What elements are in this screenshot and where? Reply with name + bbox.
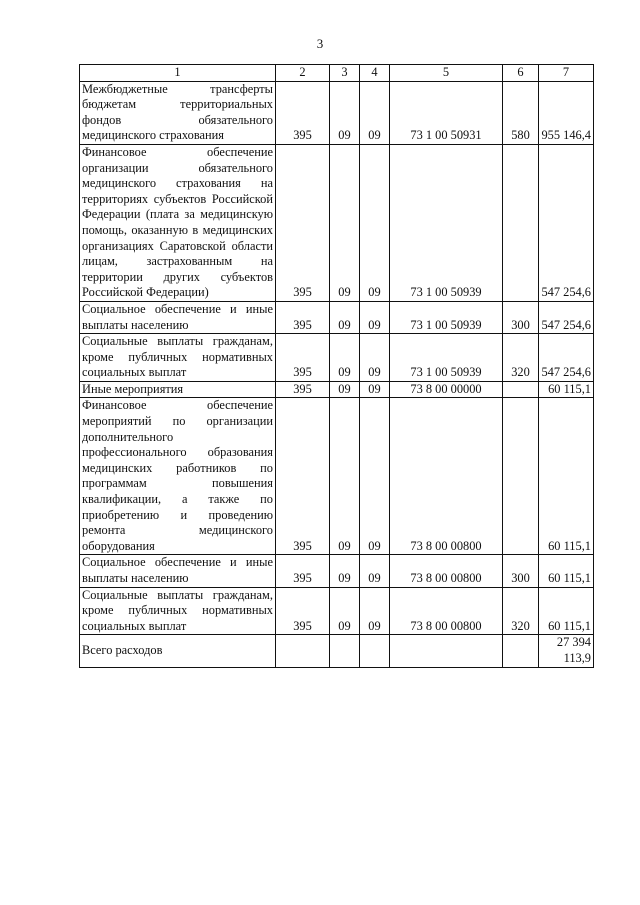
col-2-value: 395 (276, 587, 330, 635)
col-3-value: 09 (330, 381, 360, 398)
item-name: Финансовое обеспечение организации обязательного медицинского страхования на территориях субъектов Российской Федерации (плата за медицинскую помощь, оказанную в медицинских организациях Саратовской области лицам, застрахованным на территории других субъектов Российской Федерации) (80, 144, 276, 301)
col-5-value (390, 635, 503, 667)
col-2-value: 395 (276, 398, 330, 555)
column-header: 1 (80, 65, 276, 82)
col-7-value: 60 115,1 (539, 555, 594, 587)
total-label: Всего расходов (80, 635, 276, 667)
table-row (80, 334, 594, 382)
table-row (80, 587, 594, 635)
item-name: Иные мероприятия (80, 381, 276, 398)
page-number: 3 (316, 36, 324, 51)
col-4-value (360, 635, 390, 667)
col-7-value: 60 115,1 (539, 398, 594, 555)
col-2-value: 395 (276, 555, 330, 587)
col-5-value: 73 8 00 00800 (390, 587, 503, 635)
col-6-value (503, 381, 539, 398)
col-5-value: 73 1 00 50939 (390, 334, 503, 382)
column-header: 3 (330, 65, 360, 82)
total-row (80, 635, 594, 667)
col-5-value: 73 1 00 50931 (390, 81, 503, 144)
col-7-value: 955 146,4 (539, 81, 594, 144)
col-6-value (503, 144, 539, 301)
col-3-value (330, 635, 360, 667)
col-2-value: 395 (276, 144, 330, 301)
table-row (80, 555, 594, 587)
col-6-value (503, 635, 539, 667)
item-name: Межбюджетные трансферты бюджетам территориальных фондов обязательного медицинского страхования (80, 81, 276, 144)
col-4-value: 09 (360, 555, 390, 587)
table-row (80, 398, 594, 555)
table-row (80, 301, 594, 333)
col-2-value: 395 (276, 381, 330, 398)
col-5-value: 73 1 00 50939 (390, 301, 503, 333)
col-4-value: 09 (360, 144, 390, 301)
col-7-value: 547 254,6 (539, 301, 594, 333)
col-6-value: 300 (503, 555, 539, 587)
col-2-value (276, 635, 330, 667)
item-name: Финансовое обеспечение мероприятий по организации дополнительного профессионального образования медицинских работников по программам повышения квалификации, а также по приобретению и проведению ремонта медицинского оборудования (80, 398, 276, 555)
col-6-value: 320 (503, 334, 539, 382)
col-3-value: 09 (330, 81, 360, 144)
budget-table (79, 64, 594, 668)
item-name: Социальное обеспечение и иные выплаты населению (80, 555, 276, 587)
column-header: 6 (503, 65, 539, 82)
col-6-value (503, 398, 539, 555)
column-header: 4 (360, 65, 390, 82)
col-4-value: 09 (360, 81, 390, 144)
table-row (80, 144, 594, 301)
column-header: 2 (276, 65, 330, 82)
col-3-value: 09 (330, 334, 360, 382)
column-header: 5 (390, 65, 503, 82)
table-header-row (80, 65, 594, 82)
col-7-value: 60 115,1 (539, 381, 594, 398)
col-4-value: 09 (360, 334, 390, 382)
col-2-value: 395 (276, 301, 330, 333)
col-3-value: 09 (330, 398, 360, 555)
item-name: Социальные выплаты гражданам, кроме публичных нормативных социальных выплат (80, 587, 276, 635)
col-5-value: 73 8 00 00800 (390, 555, 503, 587)
col-6-value: 580 (503, 81, 539, 144)
item-name: Социальные выплаты гражданам, кроме публичных нормативных социальных выплат (80, 334, 276, 382)
item-name: Социальное обеспечение и иные выплаты населению (80, 301, 276, 333)
col-3-value: 09 (330, 555, 360, 587)
col-3-value: 09 (330, 301, 360, 333)
total-value: 27 394 113,9 (539, 635, 594, 667)
col-7-value: 547 254,6 (539, 334, 594, 382)
table-row (80, 81, 594, 144)
col-4-value: 09 (360, 587, 390, 635)
col-4-value: 09 (360, 301, 390, 333)
table-row (80, 381, 594, 398)
col-7-value: 60 115,1 (539, 587, 594, 635)
col-3-value: 09 (330, 587, 360, 635)
col-2-value: 395 (276, 334, 330, 382)
col-7-value: 547 254,6 (539, 144, 594, 301)
column-header: 7 (539, 65, 594, 82)
col-5-value: 73 8 00 00000 (390, 381, 503, 398)
col-2-value: 395 (276, 81, 330, 144)
col-5-value: 73 8 00 00800 (390, 398, 503, 555)
col-6-value: 300 (503, 301, 539, 333)
col-4-value: 09 (360, 381, 390, 398)
col-3-value: 09 (330, 144, 360, 301)
col-5-value: 73 1 00 50939 (390, 144, 503, 301)
col-4-value: 09 (360, 398, 390, 555)
col-6-value: 320 (503, 587, 539, 635)
